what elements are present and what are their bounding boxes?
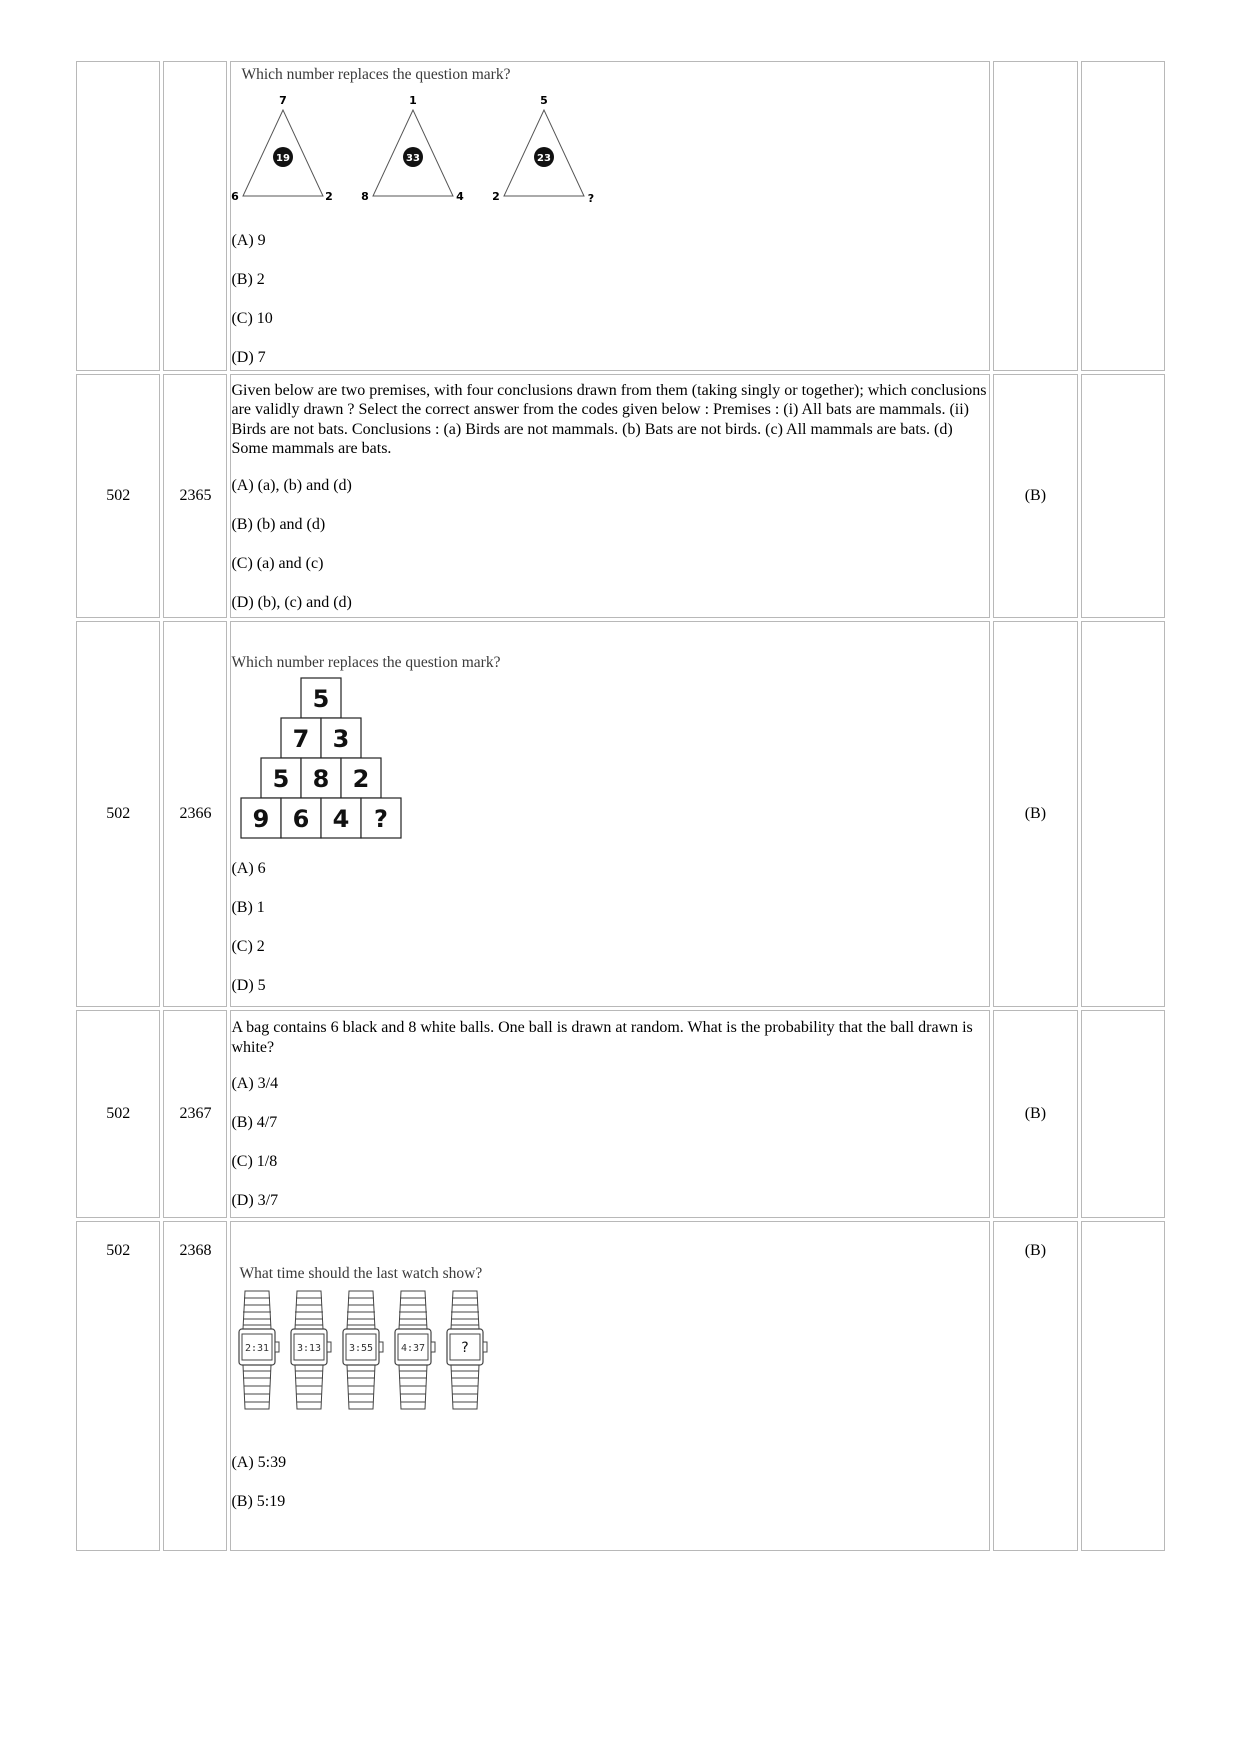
empty-cell <box>1081 61 1165 371</box>
triangle-3-center: 23 <box>537 153 552 164</box>
pyramid-r4-c2: 6 <box>293 804 310 833</box>
triangle-2-left: 8 <box>361 190 370 203</box>
question-cell <box>230 1221 990 1551</box>
question-text: Given below are two premises, with four conclusions drawn from them (taking singly or together); which conclusions are validly drawn ? Select the correct answer from the codes given below : Premises : (i) All bats are mammals. (ii) Birds are not bats. Conclusions : (a) Birds are not mammals. (b) Bats are not birds. (c) All mammals are bats. (d) Some mammals are bats. <box>231 381 987 457</box>
question-number-cell: 2365 <box>163 374 227 618</box>
triangle-1-left: 6 <box>231 190 240 203</box>
option-c: (C) 2 <box>231 937 265 955</box>
number-pyramid-figure <box>231 676 411 841</box>
option-b: (B) 2 <box>231 271 265 288</box>
watches-figure <box>231 1289 491 1427</box>
option-d: (D) 3/7 <box>231 1192 279 1209</box>
pyramid-r2-c1: 7 <box>293 724 310 753</box>
watch-3 <box>343 1291 383 1409</box>
subject-code-cell: 502 <box>76 1221 160 1551</box>
triangles-figure <box>231 92 631 217</box>
question-number-cell: 2367 <box>163 1010 227 1218</box>
watch-1 <box>239 1291 279 1409</box>
triangle-2-center: 33 <box>406 153 421 164</box>
question-text: A bag contains 6 black and 8 white balls. One ball is drawn at random. What is the probability that the ball drawn is white? <box>231 1019 973 1056</box>
question-image-caption: Which number replaces the question mark? <box>241 66 511 83</box>
pyramid-r2-c2: 3 <box>333 724 350 753</box>
pyramid-r3-c2: 8 <box>313 764 330 793</box>
triangle-2-right: 4 <box>456 190 465 203</box>
table-row <box>76 374 1165 618</box>
option-b: (B) 5:19 <box>231 1493 286 1510</box>
option-a: (A) (a), (b) and (d) <box>231 476 352 494</box>
question-number-cell <box>163 61 227 371</box>
question-table <box>73 58 1168 1554</box>
question-image-caption: Which number replaces the question mark? <box>231 653 501 671</box>
triangle-1-center: 19 <box>276 153 291 164</box>
question-cell <box>230 621 990 1007</box>
question-number-cell: 2366 <box>163 621 227 1007</box>
empty-cell <box>1081 621 1165 1007</box>
option-b: (B) 1 <box>231 898 265 916</box>
triangle-1-top: 7 <box>279 94 288 107</box>
triangle-3-left: 2 <box>492 190 501 203</box>
table-row <box>76 1221 1165 1551</box>
option-c: (C) 1/8 <box>231 1153 278 1170</box>
question-cell <box>230 61 990 371</box>
watch-2 <box>291 1291 331 1409</box>
triangle-3-right: ? <box>588 192 595 205</box>
question-number-cell: 2368 <box>163 1221 227 1551</box>
empty-cell <box>1081 1221 1165 1551</box>
pyramid-r3-c3: 2 <box>353 764 370 793</box>
subject-code-cell: 502 <box>76 374 160 618</box>
answer-cell: (B) <box>993 1221 1077 1551</box>
answer-cell <box>993 61 1077 371</box>
pyramid-r1-c1: 5 <box>313 684 330 713</box>
question-page <box>73 58 1168 1698</box>
question-cell <box>230 374 990 618</box>
table-row <box>76 1010 1165 1218</box>
triangle-1-right: 2 <box>325 190 334 203</box>
option-d: (D) (b), (c) and (d) <box>231 593 352 611</box>
option-c: (C) (a) and (c) <box>231 554 324 572</box>
answer-cell: (B) <box>993 621 1077 1007</box>
answer-cell: (B) <box>993 1010 1077 1218</box>
watch-2-time: 3:13 <box>297 1343 322 1354</box>
pyramid-r4-c3: 4 <box>333 804 350 833</box>
triangle-2-top: 1 <box>409 94 418 107</box>
option-b: (B) (b) and (d) <box>231 515 326 533</box>
subject-code-cell <box>76 61 160 371</box>
table-row <box>76 61 1165 371</box>
watch-5-time: ? <box>461 1340 470 1356</box>
subject-code-cell: 502 <box>76 1010 160 1218</box>
option-a: (A) 6 <box>231 859 266 877</box>
option-a: (A) 5:39 <box>231 1454 287 1471</box>
watch-4-time: 4:37 <box>401 1343 426 1354</box>
pyramid-r4-c1: 9 <box>253 804 270 833</box>
watch-3-time: 3:55 <box>349 1343 374 1354</box>
empty-cell <box>1081 374 1165 618</box>
triangle-3-top: 5 <box>540 94 549 107</box>
option-c: (C) 10 <box>231 310 273 327</box>
option-d: (D) 5 <box>231 976 266 994</box>
watch-5 <box>447 1291 487 1409</box>
pyramid-r4-c4: ? <box>374 804 389 833</box>
option-a: (A) 3/4 <box>231 1075 279 1092</box>
watch-1-time: 2:31 <box>245 1343 270 1354</box>
option-a: (A) 9 <box>231 232 266 249</box>
question-cell <box>230 1010 990 1218</box>
subject-code-cell: 502 <box>76 621 160 1007</box>
option-d: (D) 7 <box>231 349 266 366</box>
table-row <box>76 621 1165 1007</box>
pyramid-r3-c1: 5 <box>273 764 290 793</box>
watch-4 <box>395 1291 435 1409</box>
question-image-caption: What time should the last watch show? <box>239 1265 483 1282</box>
answer-cell: (B) <box>993 374 1077 618</box>
option-b: (B) 4/7 <box>231 1114 278 1131</box>
empty-cell <box>1081 1010 1165 1218</box>
